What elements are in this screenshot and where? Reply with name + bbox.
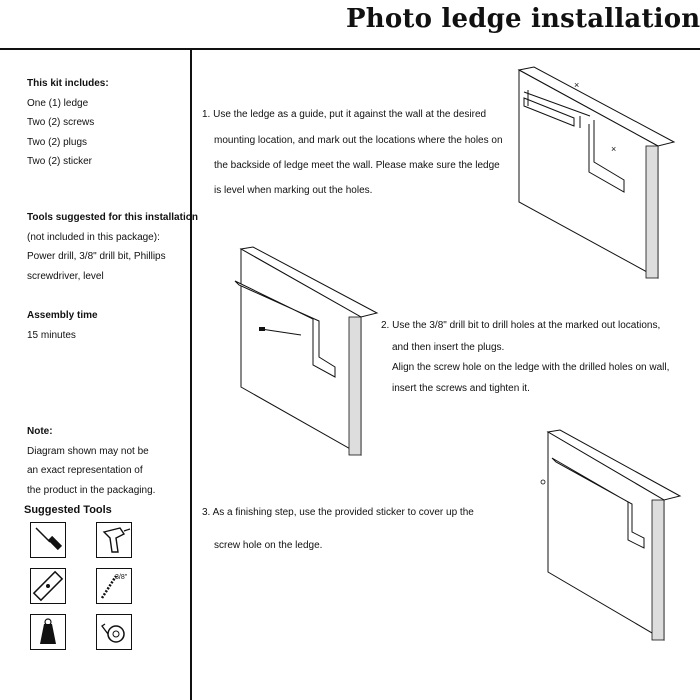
step-2-diagram (231, 245, 377, 455)
step-1-line: 1. Use the ledge as a guide, put it against the wall at the desired (202, 109, 487, 120)
step-3-line: screw hole on the ledge. (214, 540, 323, 551)
page-title: Photo ledge installation (346, 4, 700, 34)
note-heading: Note: (27, 426, 53, 437)
power-drill-icon (96, 522, 132, 558)
svg-text:×: × (574, 80, 580, 90)
kit-heading: This kit includes: (27, 78, 109, 89)
suggested-tools-heading: Suggested Tools (24, 504, 112, 516)
kit-item: Two (2) sticker (27, 156, 93, 167)
suggested-tools-grid (30, 522, 140, 652)
note-line: the product in the packaging. (27, 484, 156, 496)
level-icon (30, 568, 66, 604)
step-2-line: insert the screws and tighten it. (392, 383, 530, 394)
step-3-diagram (540, 426, 680, 640)
note-section (27, 422, 192, 500)
kit-includes-section (27, 74, 192, 172)
tools-list-line: screwdriver, level (27, 270, 104, 282)
header-divider (0, 48, 700, 50)
assembly-time: 15 minutes (27, 329, 76, 341)
suggested-tools-section (24, 501, 189, 521)
tools-list-line: Power drill, 3/8" drill bit, Phillips (27, 251, 166, 262)
assembly-time-section (27, 306, 192, 345)
step-3-line: 3. As a finishing step, use the provided sticker to cover up the (202, 507, 474, 518)
note-line: an exact representation of (27, 465, 143, 476)
tools-suggested-section (27, 208, 198, 286)
drill-bit-label: 3/8" (115, 574, 128, 581)
step-2-line: 2. Use the 3/8" drill bit to drill holes at the marked out locations, (381, 320, 661, 331)
step-1-line: the backside of ledge meet the wall. Please make sure the ledge (214, 160, 500, 171)
assembly-heading: Assembly time (27, 310, 98, 321)
step-1-line: is level when marking out the holes. (214, 185, 373, 196)
stud-finder-icon (30, 614, 66, 650)
step-2-line: Align the screw hole on the ledge with the drilled holes on wall, (392, 362, 670, 373)
note-line: Diagram shown may not be (27, 445, 149, 457)
kit-item: Two (2) plugs (27, 136, 88, 148)
kit-item: Two (2) screws (27, 117, 95, 128)
tools-heading: Tools suggested for this installation (27, 212, 198, 223)
screwdriver-icon (30, 522, 66, 558)
step-1-diagram (514, 62, 674, 284)
tape-measure-icon (96, 614, 132, 650)
tools-note: (not included in this package): (27, 231, 160, 243)
step-1-line: mounting location, and mark out the locations where the holes on (214, 135, 503, 146)
svg-text:×: × (611, 144, 617, 154)
kit-item: One (1) ledge (27, 97, 89, 109)
step-2-line: and then insert the plugs. (392, 342, 505, 353)
drill-bit-icon (96, 568, 132, 604)
